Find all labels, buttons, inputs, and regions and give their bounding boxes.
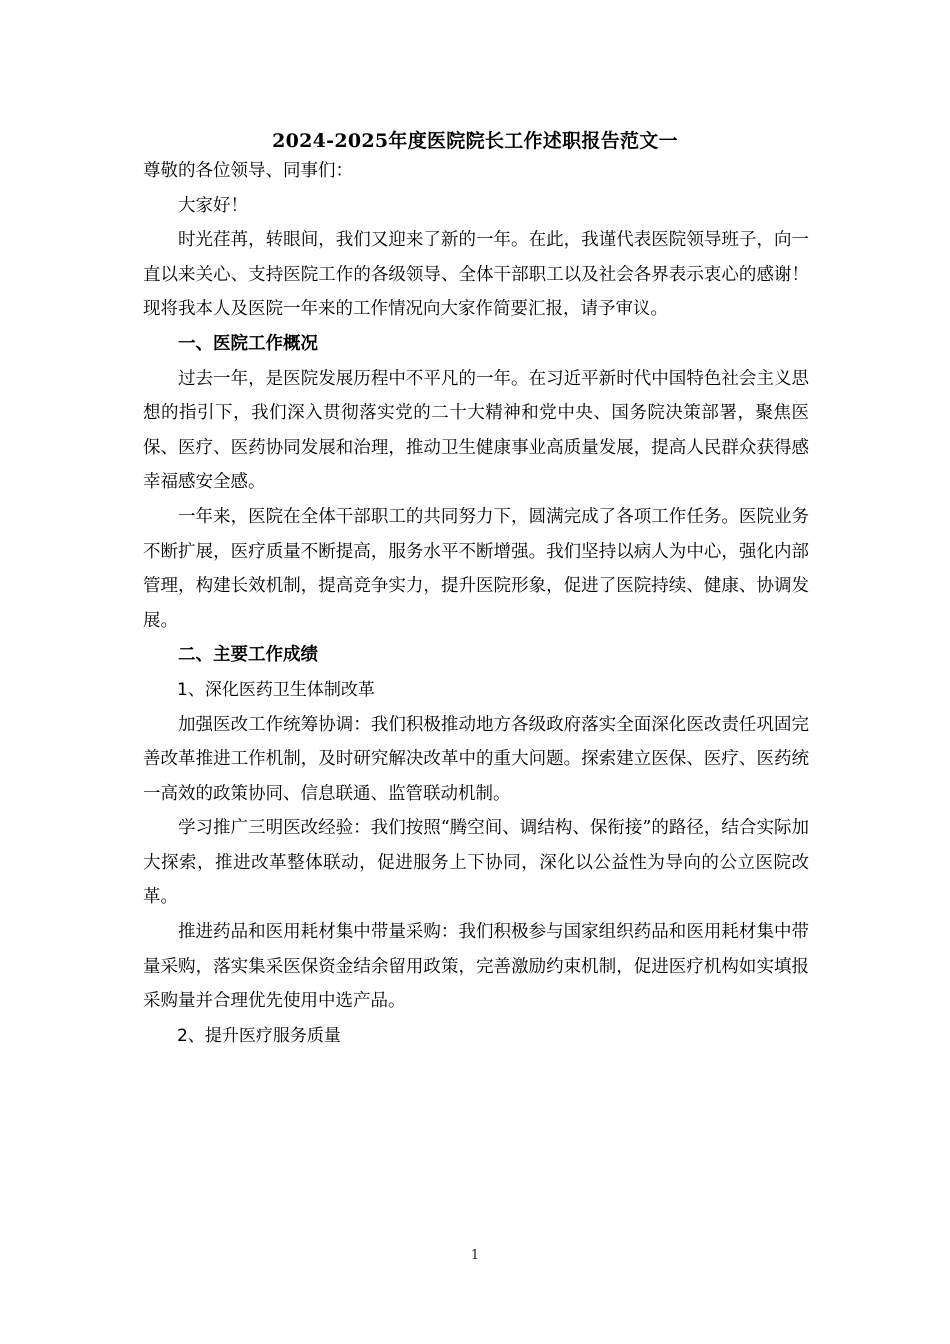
page-number: 1: [470, 1248, 480, 1263]
document-title: 2024-2025年度医院院长工作述职报告范文一: [272, 130, 678, 152]
reform-paragraph-2: 学习推广三明医改经验：我们按照“腾空间、调结构、保衔接”的路径，结合实际加大探索，推进改革整体联动，促进服务上下协同，深化以公益性为导向的公立医院改革。: [143, 818, 809, 908]
reform-paragraph-3: 推进药品和医用耗材集中带量采购：我们积极参与国家组织药品和医用耗材集中带量采购，落实集采医保资金结余留用政策，完善激励约束机制，促进医疗机构如实填报采购量并合理优先使用中选产品。: [143, 922, 809, 1012]
document-body: [143, 154, 809, 1053]
intro-paragraph: 时光荏苒，转眼间，我们又迎来了新的一年。在此，我谨代表医院领导班子，向一直以来关心、支持医院工作的各级领导、全体干部职工以及社会各界表示衷心的感谢！现将我本人及医院一年来的工作情况向大家作简要汇报，请予审议。: [143, 230, 809, 320]
subheading-quality: 2、提升医疗服务质量: [177, 1025, 341, 1046]
section-heading-overview: 一、医院工作概况: [178, 333, 318, 354]
subheading-reform: 1、深化医药卫生体制改革: [177, 679, 375, 700]
section-heading-achievements: 二、主要工作成绩: [178, 645, 318, 666]
salutation: 尊敬的各位领导、同事们：: [143, 161, 353, 181]
overview-paragraph-2: 一年来，医院在全体干部职工的共同努力下，圆满完成了各项工作任务。医院业务不断扩展，医疗质量不断提高，服务水平不断增强。我们坚持以病人为中心，强化内部管理，构建长效机制，提高竞争实力，提升医院形象，促进了医院持续、健康、协调发展。: [143, 506, 809, 631]
greeting: 大家好！: [178, 195, 248, 216]
reform-paragraph-1: 加强医改工作统筹协调：我们积极推动地方各级政府落实全面深化医改责任巩固完善改革推进工作机制，及时研究解决改革中的重大问题。探索建立医保、医疗、医药统一高效的政策协同、信息联通、监管联动机制。: [143, 714, 809, 804]
overview-paragraph-1: 过去一年，是医院发展历程中不平凡的一年。在习近平新时代中国特色社会主义思想的指引下，我们深入贯彻落实党的二十大精神和党中央、国务院决策部署，聚焦医保、医疗、医药协同发展和治理，推动卫生健康事业高质量发展，提高人民群众获得感幸福感安全感。: [143, 368, 809, 493]
